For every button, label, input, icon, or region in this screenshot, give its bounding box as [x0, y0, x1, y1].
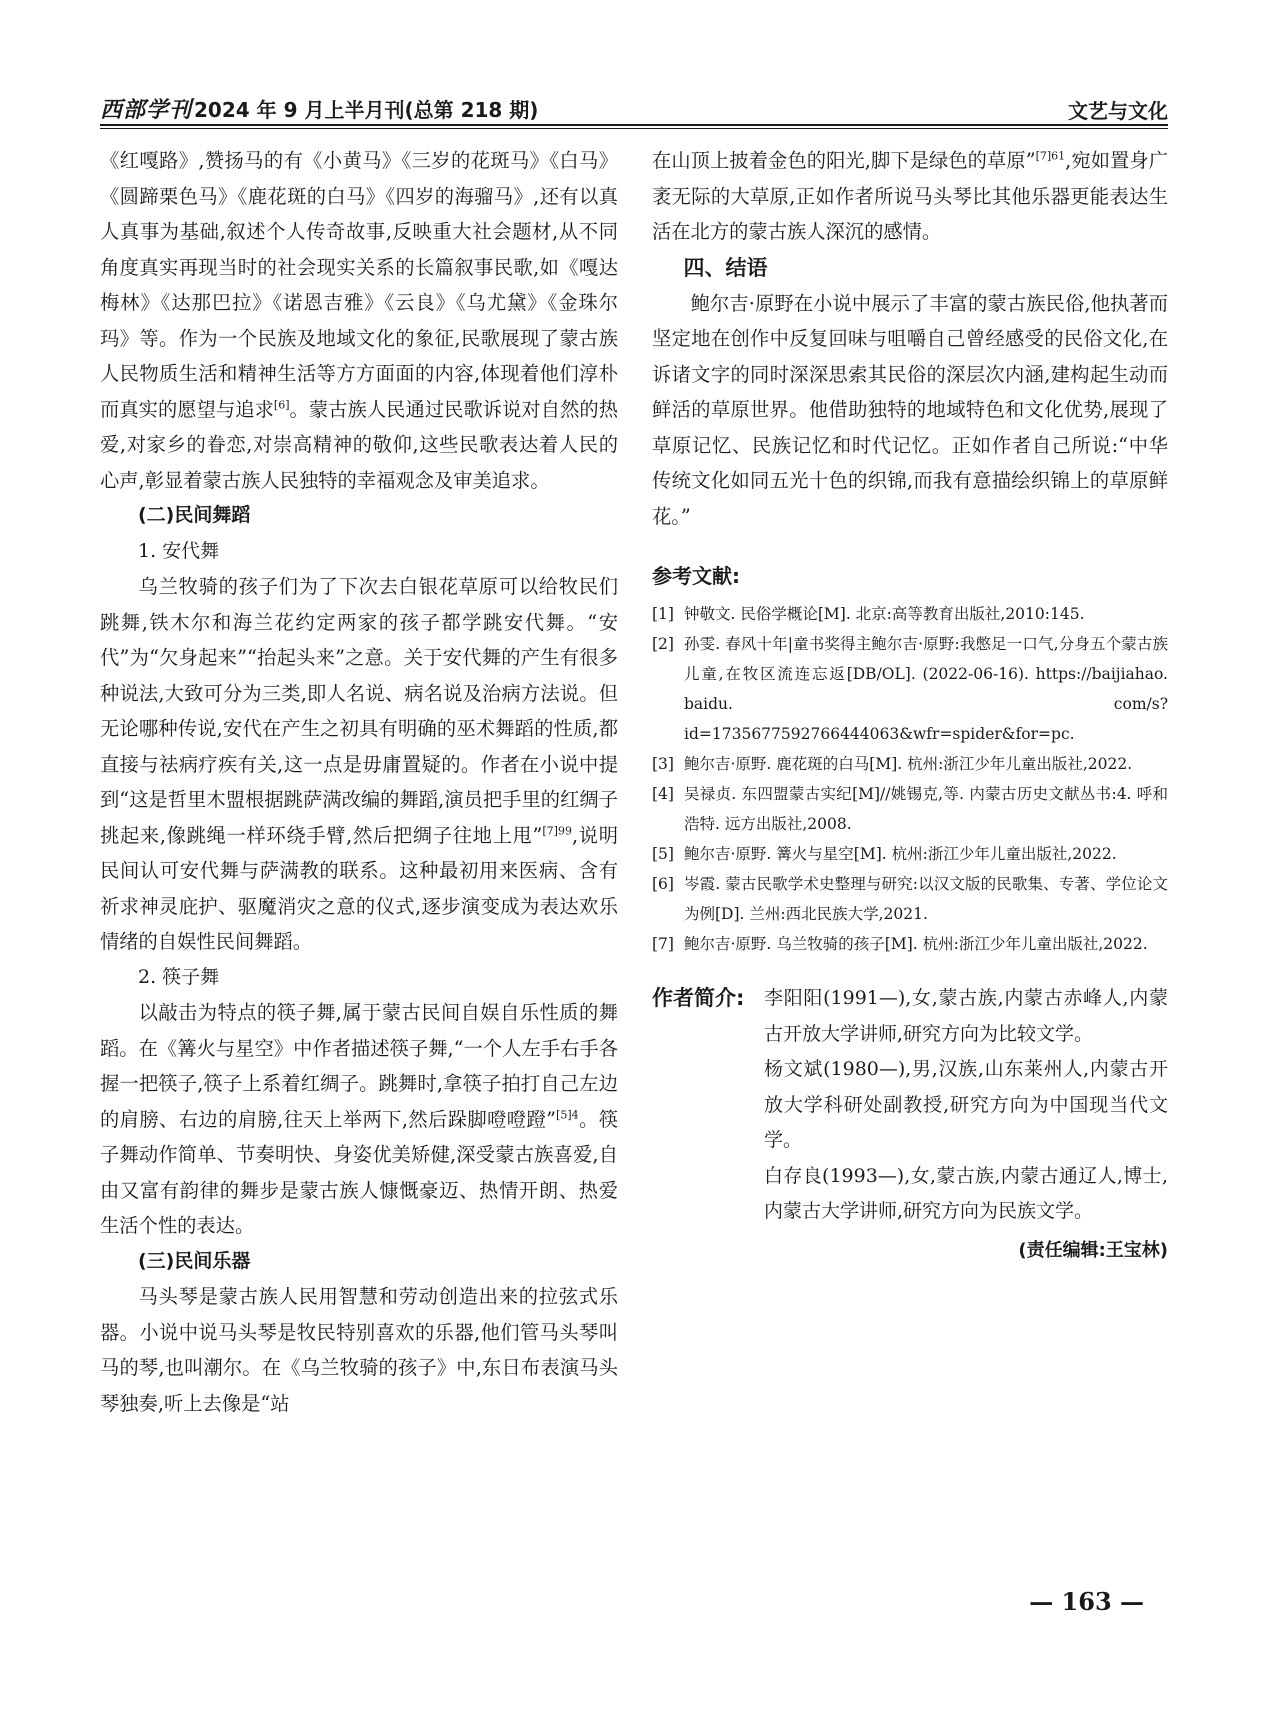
reference-list — [652, 599, 1168, 959]
author-bio: 李阳阳(1991—),女,蒙古族,内蒙古赤峰人,内蒙古开放大学讲师,研究方向为比较文学。 — [764, 987, 1168, 1045]
right-column — [652, 143, 1168, 1262]
page-header — [100, 84, 1168, 124]
paragraph: 以敲击为特点的筷子舞,属于蒙古民间自娱自乐性质的舞蹈。在《篝火与星空》中作者描述筷子舞,“一个人左手右手各握一把筷子,筷子上系着红绸子。跳舞时,拿筷子拍打自己左边的肩膀、右边的肩膀,往天上举两下,然后跺脚噔噔蹬”$^{[5]4}$。筷子舞动作简单、节奏明快、身姿优美矫健,深受蒙古族喜爱,自由又富有韵律的舞步是蒙古族人慷慨豪迈、热情开朗、热爱生活个性的表达。 — [100, 1001, 618, 1237]
section-heading: 四、结语 — [683, 255, 768, 280]
citation: [6] — [273, 398, 290, 412]
sub-subsection-heading: 2. 筷子舞 — [138, 965, 220, 988]
header-rule-thin — [100, 128, 1168, 129]
paragraph: 马头琴是蒙古族人民用智慧和劳动创造出来的拉弦式乐器。小说中说马头琴是牧民特别喜欢的乐器,他们管马头琴叫马的琴,也叫潮尔。在《乌兰牧骑的孩子》中,东日布表演马头琴独奏,听上去像是“站 — [100, 1285, 618, 1415]
author-info — [652, 981, 1168, 1230]
section-title: 文艺与文化 — [1068, 99, 1168, 123]
paragraph: 乌兰牧骑的孩子们为了下次去白银花草原可以给牧民们跳舞,铁木尔和海兰花约定两家的孩子都学跳安代舞。“安代”为“欠身起来”“抬起头来”之意。关于安代舞的产生有很多种说法,大致可分为三类,即人名说、病名说及治病方法说。但无论哪种传说,安代在产生之初具有明确的巫术舞蹈的性质,都直接与祛病疗疾有关,这一点是毋庸置疑的。作者在小说中提到“这是哲里木盟根据跳萨满改编的舞蹈,演员把手里的红绸子挑起来,像跳绳一样环绕手臂,然后把绸子往地上甩”$^{[7]99}$,说明民间认可安代舞与萨满教的联系。这种最初用来医病、含有祈求神灵庇护、驱魔消灾之意的仪式,逐步演变成为表达欢乐情绪的自娱性民间舞蹈。 — [100, 575, 618, 953]
header-rule-thick — [100, 124, 1168, 126]
reference-item: [5] 鲍尔吉·原野. 篝火与星空[M]. 杭州:浙江少年儿童出版社,2022. — [652, 845, 1117, 863]
sub-subsection-heading: 1. 安代舞 — [138, 539, 220, 562]
reference-item: [6] 岑霞. 蒙古民歌学术史整理与研究:以汉文版的民歌集、专著、学位论文为例[D]. 兰州:西北民族大学,2021. — [652, 875, 1168, 923]
citation: [5]4 — [556, 1108, 579, 1122]
author-bios — [764, 981, 1168, 1230]
paragraph: 《红嘎路》,赞扬马的有《小黄马》《三岁的花斑马》《白马》《圆蹄栗色马》《鹿花斑的白马》《四岁的海骝马》,还有以真人真事为基础,叙述个人传奇故事,反映重大社会题材,从不同角度真实再现当时的社会现实关系的长篇叙事民歌,如《嘎达梅林》《达那巴拉》《诺恩吉雅》《云良》《乌尤黛》《金珠尔玛》等。作为一个民族及地域文化的象征,民歌展现了蒙古族人民物质生活和精神生活等方方面面的内容,体现着他们淳朴而真实的愿望与追求[6]。蒙古族人民通过民歌诉说对自然的热爱,对家乡的眷恋,对崇高精神的敬仰,这些民歌表达着人民的心声,彰显着蒙古族人民独特的幸福观念及审美追求。 — [100, 149, 619, 492]
paragraph: 鲍尔吉·原野在小说中展示了丰富的蒙古族民俗,他执著而坚定地在创作中反复回味与咀嚼自己曾经感受的民俗文化,在诉诸文字的同时深深思索其民俗的深层次内涵,建构起生动而鲜活的草原世界。他借助独特的地域特色和文化优势,展现了草原记忆、民族记忆和时代记忆。正如作者自己所说:“中华传统文化如同五光十色的织锦,而我有意描绘织锦上的草原鲜花。” — [652, 291, 1168, 528]
subsection-heading: (三)民间乐器 — [138, 1249, 251, 1272]
reference-item: [4] 吴禄贞. 东四盟蒙古实纪[M]//姚锡克,等. 内蒙古历史文献丛书:4. 呼和浩特. 远方出版社,2008. — [652, 785, 1168, 833]
reference-item: [2] 孙雯. 春风十年|童书奖得主鲍尔吉·原野:我憋足一口气,分身五个蒙古族儿童,在牧区流连忘返[DB/OL]. (2022-06-16). https://baijiahao. baidu. com/s? id=1735677592766444063&wfr=spider&for=pc. — [652, 635, 1168, 743]
reference-item: [1] 钟敬文. 民俗学概论[M]. 北京:高等教育出版社,2010:145. — [652, 605, 1085, 623]
left-column — [100, 143, 618, 1421]
author-label: 作者简介: — [652, 986, 745, 1010]
issue-info: 2024 年 9 月上半月刊(总第 218 期) — [194, 98, 539, 122]
citation: [7]61 — [1035, 149, 1066, 163]
page-number: — 163 — — [1029, 1587, 1144, 1616]
references-title: 参考文献: — [652, 564, 740, 588]
subsection-heading: (二)民间舞蹈 — [138, 504, 251, 526]
citation: [7]99 — [542, 824, 572, 838]
journal-logo: 西部学刊 — [100, 97, 193, 123]
reference-item: [3] 鲍尔吉·原野. 鹿花斑的白马[M]. 杭州:浙江少年儿童出版社,2022. — [652, 755, 1133, 773]
header-left — [100, 93, 538, 124]
responsible-editor: (责任编辑:王宝林) — [1018, 1239, 1168, 1261]
author-bio: 杨文斌(1980—),男,汉族,山东莱州人,内蒙古开放大学科研处副教授,研究方向为中国现当代文学。 — [764, 1058, 1168, 1151]
author-bio: 白存良(1993—),女,蒙古族,内蒙古通辽人,博士,内蒙古大学讲师,研究方向为民族文学。 — [764, 1164, 1168, 1222]
paragraph: 在山顶上披着金色的阳光,脚下是绿色的草原”$^{[7]61}$,宛如置身广袤无际的大草原,正如作者所说马头琴比其他乐器更能表达生活在北方的蒙古族人深沉的感情。 — [652, 149, 1168, 243]
reference-item: [7] 鲍尔吉·原野. 乌兰牧骑的孩子[M]. 杭州:浙江少年儿童出版社,2022. — [652, 935, 1148, 953]
